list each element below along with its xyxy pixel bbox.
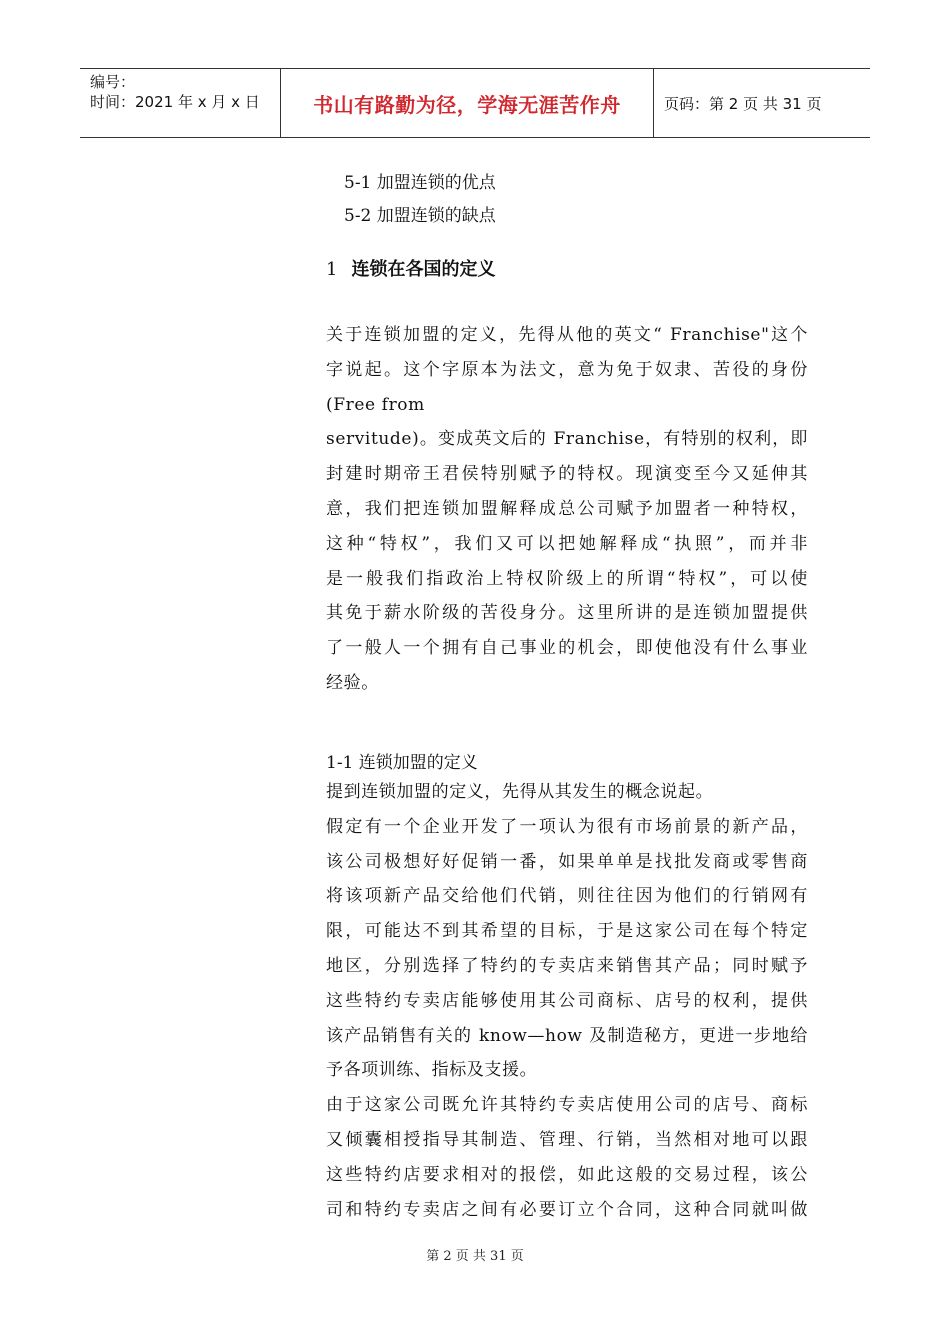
text-line: 封建时期帝王君侯特别赋予的特权。现演变至今又延伸其 bbox=[326, 464, 808, 485]
subsection-heading: 1-1 连锁加盟的定义 bbox=[326, 753, 478, 773]
text-line: (Free from bbox=[326, 394, 425, 415]
paragraph-franchise-origin bbox=[326, 318, 808, 701]
text-line: 了一般人一个拥有自己事业的机会，即使他没有什么事业 bbox=[326, 638, 808, 659]
page-info-cell bbox=[654, 69, 870, 137]
text-line: 该公司极想好好促销一番，如果单单是找批发商或零售商 bbox=[326, 851, 808, 872]
text-line: 意，我们把连锁加盟解释成总公司赋予加盟者一种特权， bbox=[326, 498, 808, 519]
section-title: 连锁在各国的定义 bbox=[351, 259, 496, 280]
toc-item: 5-2 加盟连锁的缺点 bbox=[344, 206, 496, 226]
text-line: 该产品销售有关的 know—how 及制造秘方，更进一步地给 bbox=[326, 1025, 808, 1046]
section-heading bbox=[326, 255, 495, 281]
text-line: servitude)。变成英文后的 Franchise，有特别的权利，即 bbox=[326, 429, 808, 450]
text-line: 字说起。这个字原本为法文，意为免于奴隶、苦役的身份 bbox=[326, 359, 808, 380]
toc-item: 5-1 加盟连锁的优点 bbox=[344, 173, 496, 193]
text-line: 其免于薪水阶级的苦役身分。这里所讲的是连锁加盟提供 bbox=[326, 603, 808, 624]
text-line: 这些特约专卖店能够使用其公司商标、店号的权利，提供 bbox=[326, 990, 808, 1011]
text-line: 将该项新产品交给他们代销，则往往因为他们的行销网有 bbox=[326, 886, 808, 907]
page-header bbox=[80, 68, 870, 138]
motto: 书山有路勤为径，学海无涯苦作舟 bbox=[313, 92, 621, 117]
id-label: 编号： bbox=[90, 73, 136, 91]
page-footer: 第 2 页 共 31 页 bbox=[426, 1249, 524, 1264]
text-line: 司和特约专卖店之间有必要订立个合同，这种合同就叫做 bbox=[326, 1199, 808, 1220]
text-line: 地区，分别选择了特约的专卖店来销售其产品；同时赋予 bbox=[326, 955, 808, 976]
date-label: 时间：2021 年 x 月 x 日 bbox=[90, 93, 260, 111]
page-info: 页码：第 2 页 共 31 页 bbox=[664, 94, 822, 113]
text-line: 由于这家公司既允许其特约专卖店使用公司的店号、商标 bbox=[326, 1095, 808, 1116]
document-meta bbox=[80, 69, 280, 137]
text-line: 又倾囊相授指导其制造、管理、行销，当然相对地可以跟 bbox=[326, 1129, 808, 1150]
text-line: 这种“特权”，我们又可以把她解释成“执照”，而并非 bbox=[326, 533, 808, 554]
text-line: 是一般我们指政治上特权阶级上的所谓“特权”，可以使 bbox=[326, 568, 808, 589]
text-line: 关于连锁加盟的定义，先得从他的英文“ Franchise"这个 bbox=[326, 325, 808, 345]
paragraph-franchise-definition bbox=[326, 775, 808, 1227]
text-line: 予各项训练、指标及支援。 bbox=[326, 1060, 538, 1081]
text-line: 提到连锁加盟的定义，先得从其发生的概念说起。 bbox=[326, 782, 714, 802]
text-line: 限，可能达不到其希望的目标，于是这家公司在每个特定 bbox=[326, 921, 808, 942]
motto-cell bbox=[280, 69, 654, 137]
text-line: 经验。 bbox=[326, 672, 379, 693]
section-number: 1 bbox=[326, 259, 338, 280]
text-line: 假定有一个企业开发了一项认为很有市场前景的新产品， bbox=[326, 816, 808, 837]
text-line: 这些特约店要求相对的报偿，如此这般的交易过程，该公 bbox=[326, 1164, 808, 1185]
